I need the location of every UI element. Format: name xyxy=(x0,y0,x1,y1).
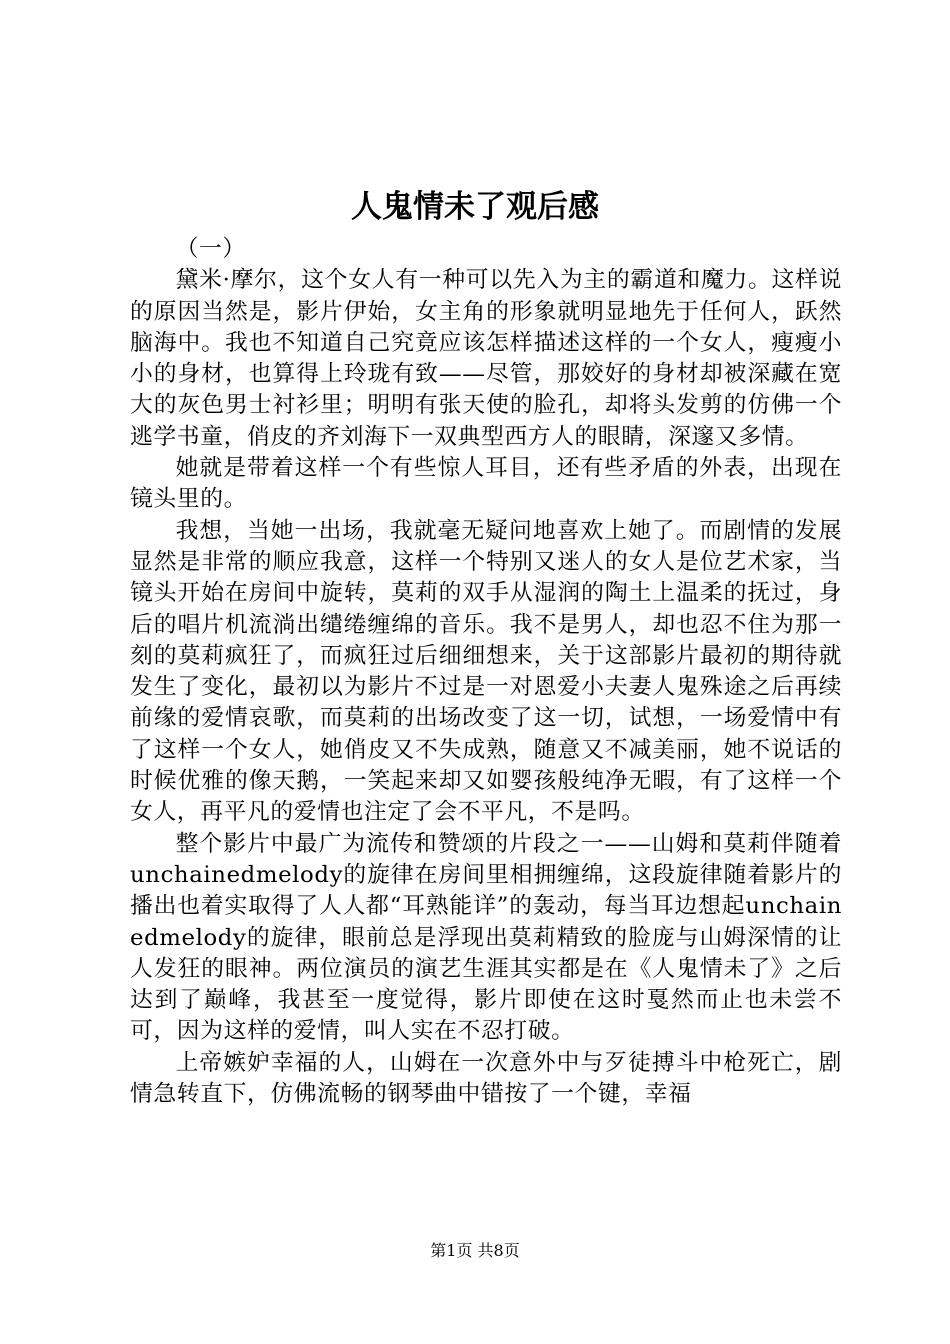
section-marker: （一） xyxy=(175,236,246,262)
document-title: 人鬼情未了观后感 xyxy=(351,189,599,225)
paragraph: 上帝嫉妒幸福的人，山姆在一次意外中与歹徒搏斗中枪死亡，剧情急转直下，仿佛流畅的钢琴曲中错按了一个键，幸福 xyxy=(130,1049,842,1108)
page-footer: 第1页 共8页 xyxy=(430,1241,520,1260)
paragraph: 黛米·摩尔，这个女人有一种可以先入为主的霸道和魔力。这样说的原因当然是，影片伊始，女主角的形象就明显地先于任何人，跃然脑海中。我也不知道自己究竟应该怎样描述这样的一个女人，瘦瘦小小的身材，也算得上玲珑有致——尽管，那姣好的身材却被深藏在宽大的灰色男士衬衫里；明明有张天使的脸孔，却将头发剪的仿佛一个逃学书童，俏皮的齐刘海下一双典型西方人的眼睛，深邃又多情。 xyxy=(130,267,842,450)
paragraph: 她就是带着这样一个有些惊人耳目，还有些矛盾的外表，出现在镜头里的。 xyxy=(130,455,842,513)
document-body xyxy=(130,234,842,1110)
paragraph: 我想，当她一出场，我就毫无疑问地喜欢上她了。而剧情的发展显然是非常的顺应我意，这样一个特别又迷人的女人是位艺术家，当镜头开始在房间中旋转，莫莉的双手从湿润的陶土上温柔的抚过，身后的唱片机流淌出缱绻缠绵的音乐。我不是男人，却也忍不住为那一刻的莫莉疯狂了，而疯狂过后细细想来，关于这部影片最初的期待就发生了变化，最初以为影片不过是一对恩爱小夫妻人鬼殊途之后再续前缘的爱情哀歌，而莫莉的出场改变了这一切，试想，一场爱情中有了这样一个女人，她俏皮又不失成熟，随意又不减美丽，她不说话的时候优雅的像天鹅，一笑起来却又如婴孩般纯净无暇，有了这样一个女人，再平凡的爱情也注定了会不平凡，不是吗。 xyxy=(130,517,842,826)
paragraph: 整个影片中最广为流传和赞颂的片段之一——山姆和莫莉伴随着unchainedmelody的旋律在房间里相拥缠绵，这段旋律随着影片的播出也着实取得了人人都“耳熟能详”的轰动，每当耳边想起unchainedmelody的旋律，眼前总是浮现出莫莉精致的脸庞与山姆深情的让人发狂的眼神。两位演员的演艺生涯其实都是在《人鬼情未了》之后达到了巅峰，我甚至一度觉得，影片即使在这时戛然而止也未尝不可，因为这样的爱情，叫人实在不忍打破。 xyxy=(130,830,842,1045)
